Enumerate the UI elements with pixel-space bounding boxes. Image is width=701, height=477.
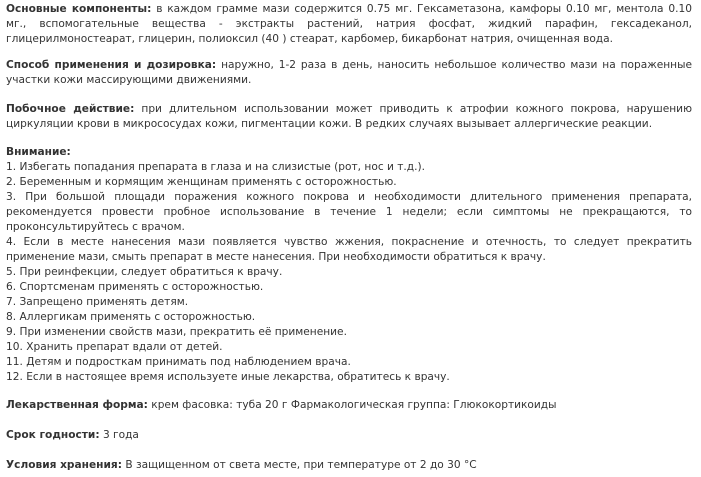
usage-label: Способ применения и дозировка: [6, 59, 217, 71]
storage-section [6, 458, 692, 473]
warning-item: 5. При реинфекции, следует обратиться к врачу. [6, 266, 283, 278]
storage-text: В защищенном от света месте, при температуре от 2 до 30 °С [125, 459, 477, 471]
shelf-life-label: Срок годности: [6, 429, 100, 441]
usage-section [6, 58, 692, 88]
warning-item: 8. Аллергикам применять с осторожностью. [6, 311, 256, 323]
warning-item: 6. Спортсменам применять с осторожностью. [6, 281, 264, 293]
warnings-label: Внимание: [6, 146, 71, 158]
dosage-form-section [6, 398, 692, 413]
warning-item: 7. Запрещено применять детям. [6, 296, 189, 308]
warning-item: 2. Беременным и кормящим женщинам применять с осторожностью. [6, 176, 397, 188]
composition-text: в каждом грамме мази содержится 0.75 мг. Гексаметазона, камфоры 0.10 мг, ментола 0.10 мг., вспомогательные вещества - экстракты растений, натрия фосфат, жидкий парафин, гексадеканол, глицерилмоностеарат, глицерин, полиоксил (40 ) стеарат, карбомер, бикарбонат натрия, очищенная вода. [6, 3, 692, 45]
warning-item: 11. Детям и подросткам принимать под наблюдением врача. [6, 356, 351, 368]
usage-text: наружно, 1-2 раза в день, наносить небольшое количество мази на пораженные участки кожи массирующими движениями. [6, 59, 692, 86]
warnings-section [6, 145, 692, 385]
warning-item: 4. Если в месте нанесения мази появляется чувство жжения, покраснение и отечность, то следует прекратить применение мази, смыть препарат в месте нанесения. При необходимости обратиться к врачу. [6, 236, 692, 263]
side-effects-text: при длительном использовании может приводить к атрофии кожного покрова, нарушению циркуляции крови в микрососудах кожи, пигментации кожи. В редких случаях вызывает аллергические реакции. [6, 103, 692, 130]
dosage-form-text: крем фасовка: туба 20 г Фармакологическая группа: Глюкокортикоиды [151, 399, 557, 411]
shelf-life-text: 3 года [102, 429, 139, 441]
side-effects-label: Побочное действие: [6, 103, 135, 115]
warning-item: 12. Если в настоящее время используете иные лекарства, обратитесь к врачу. [6, 371, 450, 383]
warning-item: 9. При изменении свойств мази, прекратить её применение. [6, 326, 347, 338]
shelf-life-section [6, 428, 692, 443]
side-effects-section [6, 102, 692, 132]
warning-item: 3. При большой площади поражения кожного покрова и необходимости длительного применения препарата, рекомендуется провести пробное использование в течение 1 недели; если симптомы не прекращаются, то проконсультируйтесь с врачом. [6, 191, 692, 233]
warning-item: 10. Хранить препарат вдали от детей. [6, 341, 223, 353]
dosage-form-label: Лекарственная форма: [6, 399, 148, 411]
composition-label: Основные компоненты: [6, 3, 152, 15]
storage-label: Условия хранения: [6, 459, 122, 471]
warning-item: 1. Избегать попадания препарата в глаза и на слизистые (рот, нос и т.д.). [6, 161, 425, 173]
composition-section [6, 2, 692, 47]
